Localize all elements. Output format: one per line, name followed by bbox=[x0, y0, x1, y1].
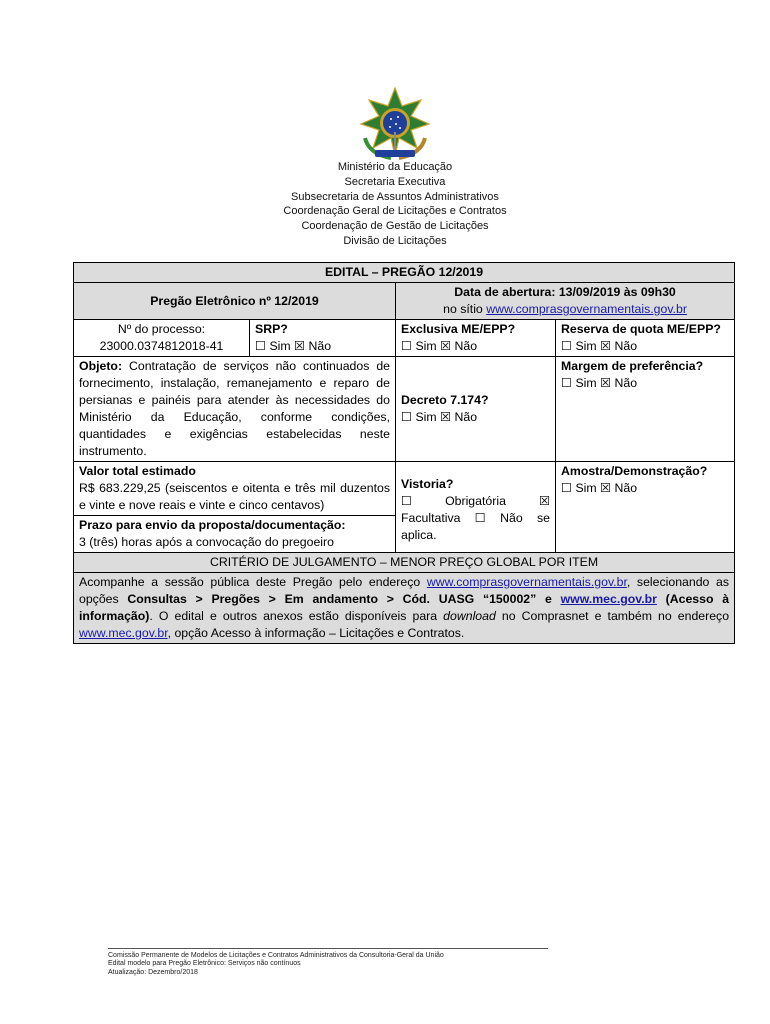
exclusiva-label: Exclusiva ME/EPP? bbox=[401, 322, 516, 336]
acompanhamento-cell bbox=[74, 573, 735, 644]
header-line-coordenacao-geral: Coordenação Geral de Licitações e Contratos bbox=[283, 205, 507, 218]
srp-cell bbox=[250, 320, 396, 357]
header-line-secretaria: Secretaria Executiva bbox=[344, 175, 446, 188]
criterio-julgamento: CRITÉRIO DE JULGAMENTO – MENOR PREÇO GLOBAL POR ITEM bbox=[74, 553, 735, 573]
valor-text: R$ 683.229,25 (seiscentos e oitenta e três mil duzentos e vinte e nove reais e vinte e cinco centavos) bbox=[79, 481, 390, 512]
exclusiva-cell bbox=[396, 320, 556, 357]
prazo-text: 3 (três) horas após a convocação do pregoeiro bbox=[79, 535, 334, 549]
acomp-text-3: . O edital e outros anexos estão disponíveis para bbox=[149, 609, 444, 623]
abertura-site bbox=[401, 301, 729, 318]
abertura-date: Data de abertura: 13/09/2019 às 09h30 bbox=[454, 285, 676, 299]
decreto-label: Decreto 7.174? bbox=[401, 393, 489, 407]
comprasgovernamentais-session-link[interactable]: www.comprasgovernamentais.gov.br bbox=[426, 575, 627, 589]
mec-link-secondary[interactable]: www.mec.gov.br bbox=[79, 626, 168, 640]
comprasgovernamentais-link[interactable]: www.comprasgovernamentais.gov.br bbox=[486, 302, 687, 316]
decreto-options[interactable]: ☐ Sim ☒ Não bbox=[401, 410, 478, 424]
acomp-text-5: , opção Acesso à informação – Licitações e Contratos. bbox=[167, 626, 465, 640]
acomp-text-4: no Comprasnet e também no endereço bbox=[495, 609, 730, 623]
objeto-cell bbox=[74, 357, 396, 462]
vistoria-options[interactable]: ☐ Obrigatória ☒ Facultativa ☐ Não se aplica. bbox=[401, 494, 550, 542]
edital-summary-table bbox=[73, 262, 735, 644]
reserva-cell bbox=[556, 320, 735, 357]
amostra-label: Amostra/Demonstração? bbox=[561, 464, 708, 478]
objeto-text: Contratação de serviços não continuados de fornecimento, instalação, remanejamento e reparo de persianas e painéis para atender às necessidades do Ministério da Educação, conforme condições, quantidades e exigências estabelecidas neste instrumento. bbox=[79, 359, 390, 458]
valor-label: Valor total estimado bbox=[79, 464, 196, 478]
brazil-coat-of-arms-icon bbox=[355, 86, 435, 164]
footer-line-modelo: Edital modelo para Pregão Eletrônico: Serviços não contínuos bbox=[108, 960, 301, 968]
pregao-number: Pregão Eletrônico nº 12/2019 bbox=[74, 283, 396, 320]
reserva-options[interactable]: ☐ Sim ☒ Não bbox=[561, 339, 638, 353]
reserva-label: Reserva de quota ME/EPP? bbox=[561, 322, 721, 336]
margem-options[interactable]: ☐ Sim ☒ Não bbox=[561, 376, 638, 390]
edital-title: EDITAL – PREGÃO 12/2019 bbox=[74, 263, 735, 283]
valor-cell bbox=[74, 462, 396, 516]
srp-options[interactable]: ☐ Sim ☒ Não bbox=[255, 339, 332, 353]
srp-label: SRP? bbox=[255, 322, 288, 336]
decreto-cell bbox=[396, 357, 556, 462]
footer-line-comissao: Comissão Permanente de Modelos de Licitações e Contratos Administrativos da Consultoria-Geral da União bbox=[108, 952, 444, 959]
acomp-download-word: download bbox=[443, 609, 496, 623]
vistoria-cell bbox=[396, 462, 556, 553]
exclusiva-options[interactable]: ☐ Sim ☒ Não bbox=[401, 339, 478, 353]
mec-link-primary[interactable]: www.mec.gov.br bbox=[560, 592, 657, 606]
institution-header bbox=[200, 160, 590, 249]
amostra-cell bbox=[556, 462, 735, 553]
margem-cell bbox=[556, 357, 735, 462]
prazo-cell bbox=[74, 516, 396, 553]
abertura-cell bbox=[396, 283, 735, 320]
prazo-label: Prazo para envio da proposta/documentação: bbox=[79, 518, 346, 532]
processo-value: 23000.0374812018-41 bbox=[99, 339, 224, 353]
header-line-coordenacao-gestao: Coordenação de Gestão de Licitações bbox=[301, 220, 489, 233]
objeto-label: Objeto: bbox=[79, 359, 123, 373]
abertura-site-prefix: no sítio bbox=[443, 302, 487, 316]
footer-line-atualizacao: Atualização: Dezembro/2018 bbox=[108, 968, 198, 976]
amostra-options[interactable]: ☐ Sim ☒ Não bbox=[561, 481, 638, 495]
page-footer bbox=[108, 948, 548, 977]
header-line-subsecretaria: Subsecretaria de Assuntos Administrativos bbox=[291, 190, 499, 203]
margem-label: Margem de preferência? bbox=[561, 359, 704, 373]
processo-label: Nº do processo: bbox=[117, 322, 206, 336]
acomp-acesso-info: (Acesso à informação) bbox=[79, 592, 730, 623]
vistoria-label: Vistoria? bbox=[401, 477, 454, 491]
processo-cell bbox=[74, 320, 250, 357]
header-line-ministerio: Ministério da Educação bbox=[337, 161, 453, 173]
acomp-menu-path: Consultas > Pregões > Em andamento > Cód. UASG “150002” e bbox=[127, 592, 561, 606]
header-line-divisao: Divisão de Licitações bbox=[343, 234, 447, 247]
acomp-text-1: Acompanhe a sessão pública deste Pregão pelo endereço bbox=[79, 575, 427, 589]
footer-divider bbox=[108, 948, 548, 949]
acomp-text-2: , selecionando as opções bbox=[79, 575, 730, 606]
